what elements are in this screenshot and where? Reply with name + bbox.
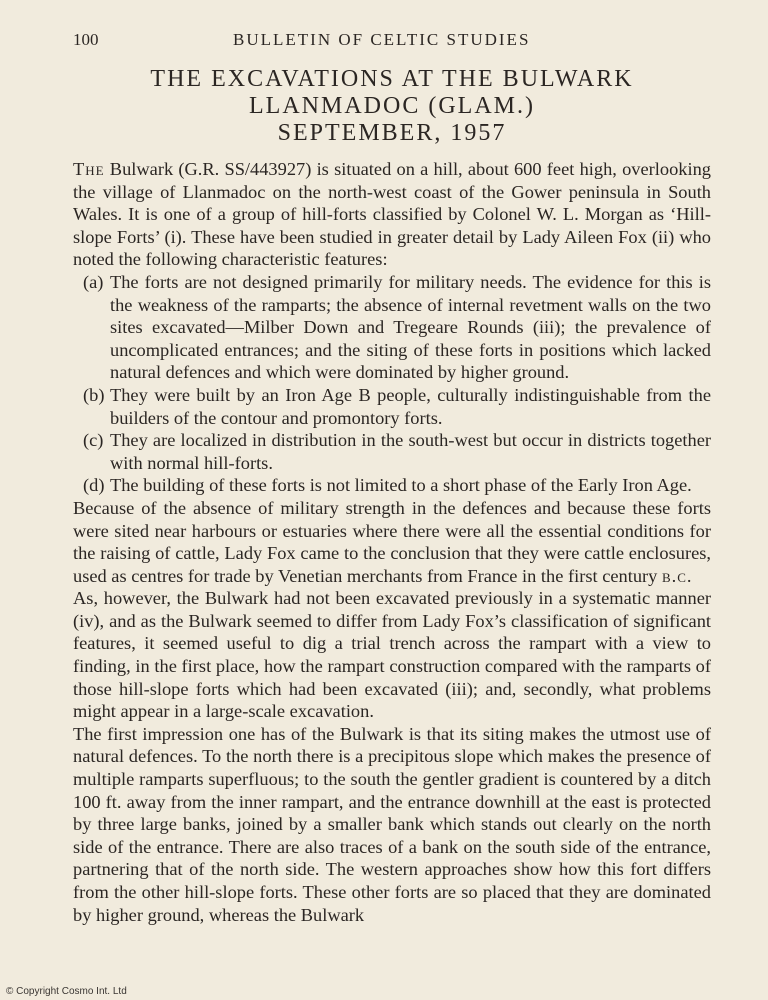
item-text: The forts are not designed primarily for military needs. The evidence for this is the weakness of the ramparts; the absence of internal revetment walls on the two sites excavated—Milber Down and Tregeare Rounds (iii); the prevalence of uncomplicated entrances; and the siting of these forts in positions which lacked natural defences and which were dominated by higher ground. xyxy=(110,271,711,383)
item-text: They are localized in distribution in the south-west but occur in districts together with normal hill-forts. xyxy=(110,430,711,473)
title-line-3: SEPTEMBER, 1957 xyxy=(277,120,507,146)
features-list xyxy=(73,271,711,497)
copyright-footer: © Copyright Cosmo Int. Ltd xyxy=(6,986,127,997)
list-item xyxy=(73,271,711,384)
era-abbreviation: b.c. xyxy=(661,565,693,586)
article-title xyxy=(73,66,711,147)
journal-title: BULLETIN OF CELTIC STUDIES xyxy=(233,30,531,49)
title-line-2: LLANMADOC (GLAM.) xyxy=(249,93,535,119)
intro-text: Bulwark (G.R. SS/443927) is situated on a hill, about 600 feet high, overlooking the village of Llanmadoc on the north-west coast of the Gower peninsula in South Wales. It is one of a group of hill-forts classified by Colonel W. L. Morgan as ‘Hill-slope Forts’ (i). These have been studied in greater detail by Lady Aileen Fox (ii) who noted the following characteristic features: xyxy=(73,159,711,270)
item-label: (b) xyxy=(83,384,105,405)
paragraph-3: As, however, the Bulwark had not been excavated previously in a systematic manner (iv), and as the Bulwark seemed to differ from Lady Fox’s classification of significant features, it seemed useful to dig a trial trench across the rampart with a view to finding, in the first place, how the rampart construction compared with the ramparts of those hill-slope forts which had been excavated (iii); and, secondly, what problems might appear in a large-scale excavation. xyxy=(73,588,711,722)
list-item xyxy=(73,429,711,474)
item-text: The building of these forts is not limited to a short phase of the Early Iron Age. xyxy=(110,475,692,496)
item-label: (a) xyxy=(83,271,104,292)
item-label: (c) xyxy=(83,430,104,451)
paragraph-2 xyxy=(73,497,711,587)
item-text: They were built by an Iron Age B people, culturally indistinguishable from the builders of the contour and promontory forts. xyxy=(110,384,711,428)
title-line-1: THE EXCAVATIONS AT THE BULWARK xyxy=(150,66,634,92)
intro-lead-word: The xyxy=(73,159,105,179)
paragraph-2-text: Because of the absence of military strength in the defences and because these forts were sited near harbours or estuaries where there were all the essential conditions for the raising of cattle, Lady Fox came to the conclusion that they were cattle enclosures, used as centres for trade by Venetian merchants from France in the first century xyxy=(73,497,711,586)
article-body xyxy=(73,158,711,926)
intro-paragraph xyxy=(73,158,711,271)
paragraph-4: The first impression one has of the Bulwark is that its siting makes the utmost use of natural defences. To the north there is a precipitous slope which makes the presence of multiple ramparts superfluous; to the south the gentler gradient is countered by a ditch 100 ft. away from the inner rampart, and the entrance downhill at the east is protected by three large banks, joined by a smaller bank which stands out clearly on the north side of the entrance. There are also traces of a bank on the south side of the entrance, partnering that of the north side. The western approaches show how this fort differs from the other hill-slope forts. These other forts are so placed that they are dominated by higher ground, whereas the Bulwark xyxy=(73,723,711,925)
list-item xyxy=(73,474,711,497)
list-item xyxy=(73,384,711,429)
item-label: (d) xyxy=(83,475,105,496)
page-number: 100 xyxy=(73,30,99,49)
